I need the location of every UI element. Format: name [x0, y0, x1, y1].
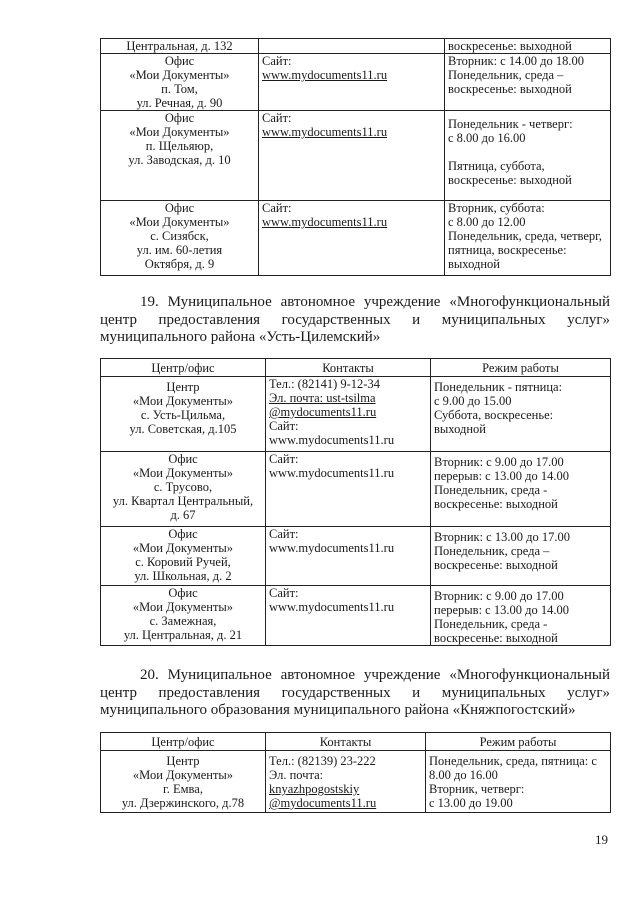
website-link[interactable]: www.mydocuments11.ru — [269, 541, 395, 555]
table-continuation — [100, 38, 611, 276]
hours-cell: Вторник: с 9.00 до 17.00 перерыв: с 13.00 до 14.00 Понедельник, среда - воскресенье: выходной — [431, 586, 611, 646]
center-cell: Центральная, д. 132 — [101, 39, 259, 54]
contacts-cell: Сайт: www.mydocuments11.ru — [266, 452, 431, 527]
table-row — [101, 54, 611, 111]
center-cell: Офис «Мои Документы» п. Щельяюр, ул. Заводская, д. 10 — [101, 111, 259, 201]
center-cell: Офис «Мои Документы» с. Замежная, ул. Центральная, д. 21 — [101, 586, 266, 646]
hours-cell: Вторник: с 14.00 до 18.00 Понедельник, среда – воскресенье: выходной — [445, 54, 611, 111]
table-header — [101, 359, 611, 377]
hours-cell: воскресенье: выходной — [445, 39, 611, 54]
contacts-cell: Сайт: www.mydocuments11.ru — [266, 586, 431, 646]
page-number: 19 — [595, 832, 608, 847]
website-link[interactable]: www.mydocuments11.ru — [269, 466, 395, 480]
website-link[interactable]: www.mydocuments11.ru — [262, 125, 388, 139]
table-row — [101, 111, 611, 201]
contacts-cell — [259, 39, 445, 54]
email-domain-link[interactable]: @mydocuments11.ru — [269, 796, 377, 810]
contacts-cell: Тел.: (82139) 23-222 Эл. почта: knyazhpogostskiy @mydocuments11.ru — [266, 751, 426, 813]
hours-cell: Понедельник - четверг: с 8.00 до 16.00 Пятница, суббота, воскресенье: выходной — [445, 111, 611, 201]
center-cell: Центр «Мои Документы» с. Усть-Цильма, ул. Советская, д.105 — [101, 377, 266, 452]
hours-cell: Понедельник, среда, пятница: с 8.00 до 16.00 Вторник, четверг: с 13.00 до 19.00 — [426, 751, 611, 813]
table-header — [101, 733, 611, 751]
center-cell: Офис «Мои Документы» с. Трусово, ул. Квартал Центральный, д. 67 — [101, 452, 266, 527]
section-20-heading: 20. Муниципальное автономное учреждение «Многофункциональный центр предоставления государственных и муниципальных услуг» муниципального образования муниципального района «Княжпогостский» — [100, 667, 610, 718]
contacts-cell: Тел.: (82141) 9-12-34 Эл. почта: ust-tsilma @mydocuments11.ru Сайт: www.mydocuments11.ru — [266, 377, 431, 452]
hours-cell: Вторник, суббота: с 8.00 до 12.00 Понедельник, среда, четверг, пятница, воскресенье: выходной — [445, 201, 611, 276]
contacts-cell: Сайт: www.mydocuments11.ru — [259, 111, 445, 201]
contacts-cell: Сайт: www.mydocuments11.ru — [259, 54, 445, 111]
center-cell: Офис «Мои Документы» п. Том, ул. Речная, д. 90 — [101, 54, 259, 111]
header-center: Центр/офис — [101, 733, 266, 751]
center-cell: Центр «Мои Документы» г. Емва, ул. Дзержинского, д.78 — [101, 751, 266, 813]
table-ust-tsilemsky — [100, 358, 611, 646]
email-link[interactable]: Эл. почта: ust-tsilma — [269, 391, 376, 405]
table-row — [101, 751, 611, 813]
header-contacts: Контакты — [266, 733, 426, 751]
email-link[interactable]: knyazhpogostskiy — [269, 782, 360, 796]
center-cell: Офис «Мои Документы» с. Коровий Ручей, ул. Школьная, д. 2 — [101, 527, 266, 586]
table-row — [101, 201, 611, 276]
contacts-cell: Сайт: www.mydocuments11.ru — [259, 201, 445, 276]
hours-cell: Понедельник - пятница: с 9.00 до 15.00 Суббота, воскресенье: выходной — [431, 377, 611, 452]
header-contacts: Контакты — [266, 359, 431, 377]
website-link[interactable]: www.mydocuments11.ru — [262, 215, 388, 229]
hours-cell: Вторник: с 13.00 до 17.00 Понедельник, среда – воскресенье: выходной — [431, 527, 611, 586]
center-cell: Офис «Мои Документы» с. Сизябск, ул. им. 60-летия Октября, д. 9 — [101, 201, 259, 276]
website-link[interactable]: www.mydocuments11.ru — [262, 68, 388, 82]
header-center: Центр/офис — [101, 359, 266, 377]
website-link[interactable]: www.mydocuments11.ru — [269, 433, 395, 447]
website-link[interactable]: www.mydocuments11.ru — [269, 600, 395, 614]
table-row — [101, 452, 611, 527]
table-knyazhpogostsky — [100, 732, 611, 813]
contacts-cell: Сайт: www.mydocuments11.ru — [266, 527, 431, 586]
table-row — [101, 527, 611, 586]
section-19-heading: 19. Муниципальное автономное учреждение «Многофункциональный центр предоставления государственных и муниципальных услуг» муниципального района «Усть-Цилемский» — [100, 294, 610, 345]
table-row — [101, 377, 611, 452]
email-domain-link[interactable]: @mydocuments11.ru — [269, 405, 377, 419]
table-row — [101, 39, 611, 54]
header-hours: Режим работы — [431, 359, 611, 377]
hours-cell: Вторник: с 9.00 до 17.00 перерыв: с 13.00 до 14.00 Понедельник, среда - воскресенье: выходной — [431, 452, 611, 527]
header-hours: Режим работы — [426, 733, 611, 751]
table-row — [101, 586, 611, 646]
